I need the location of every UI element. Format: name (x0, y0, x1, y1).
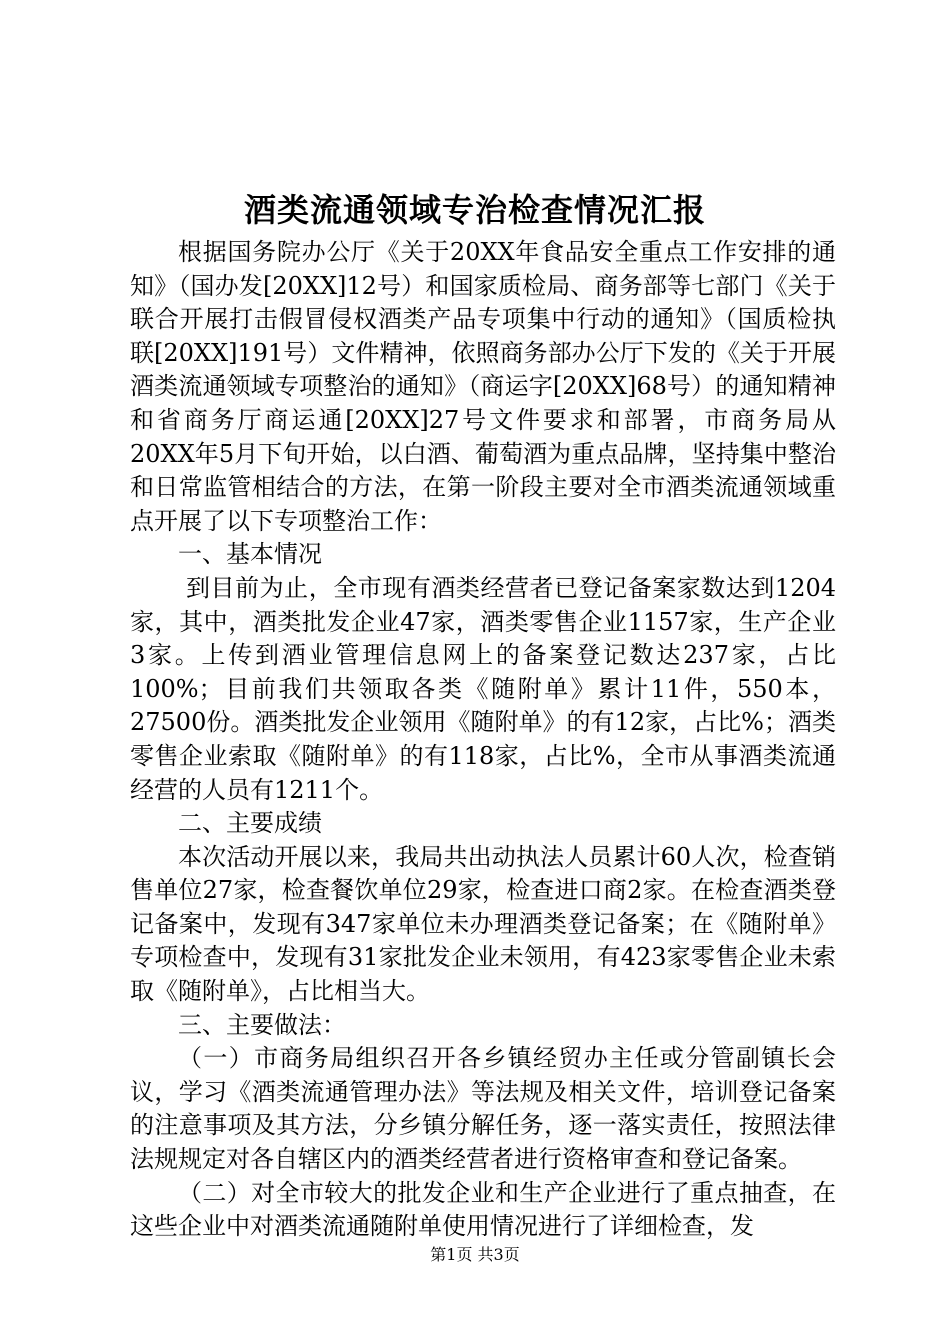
paragraph-practice-two: （二）对全市较大的批发企业和生产企业进行了重点抽查，在这些企业中对酒类流通随附单使用情况进行了详细检查，发 (130, 1178, 836, 1241)
section-heading-main-achievements: 二、主要成绩 (178, 809, 322, 838)
paragraph-practice-one: （一）市商务局组织召开各乡镇经贸办主任或分管副镇长会议，学习《酒类流通管理办法》等法规及相关文件，培训登记备案的注意事项及其方法，分乡镇分解任务，逐一落实责任，按照法律法规规定对各自辖区内的酒类经营者进行资格审查和登记备案。 (130, 1044, 836, 1174)
page-footer: 第1页 共3页 (430, 1245, 520, 1264)
paragraph-intro: 根据国务院办公厅《关于20XX年食品安全重点工作安排的通知》（国办发[20XX]12号）和国家质检局、商务部等七部门《关于联合开展打击假冒侵权酒类产品专项集中行动的通知》（国质检执联[20XX]191号）文件精神，依照商务部办公厅下发的《关于开展酒类流通领域专项整治的通知》（商运字[20XX]68号）的通知精神和省商务厅商运通[20XX]27号文件要求和部署，市商务局从20XX年5月下旬开始，以白酒、葡萄酒为重点品牌，坚持集中整治和日常监管相结合的方法，在第一阶段主要对全市酒类流通领域重点开展了以下专项整治工作： (130, 238, 836, 535)
section-heading-main-practices: 三、主要做法： (178, 1010, 346, 1039)
section-heading-basic-situation: 一、基本情况 (178, 540, 322, 569)
document-body (130, 236, 836, 1244)
paragraph-basic-situation: 到目前为止，全市现有酒类经营者已登记备案家数达到1204家，其中，酒类批发企业47家，酒类零售企业1157家，生产企业3家。上传到酒业管理信息网上的备案登记数达237家，占比100%；目前我们共领取各类《随附单》累计11件，550本，27500份。酒类批发企业领用《随附单》的有12家，占比%；酒类零售企业索取《随附单》的有118家，占比%，全市从事酒类流通经营的人员有1211个。 (130, 573, 836, 804)
document-title: 酒类流通领域专治检查情况汇报 (243, 191, 706, 229)
paragraph-main-achievements: 本次活动开展以来，我局共出动执法人员累计60人次，检查销售单位27家，检查餐饮单位29家，检查进口商2家。在检查酒类登记备案中，发现有347家单位未办理酒类登记备案；在《随附单》专项检查中，发现有31家批发企业未领用，有423家零售企业未索取《随附单》，占比相当大。 (130, 842, 836, 1006)
